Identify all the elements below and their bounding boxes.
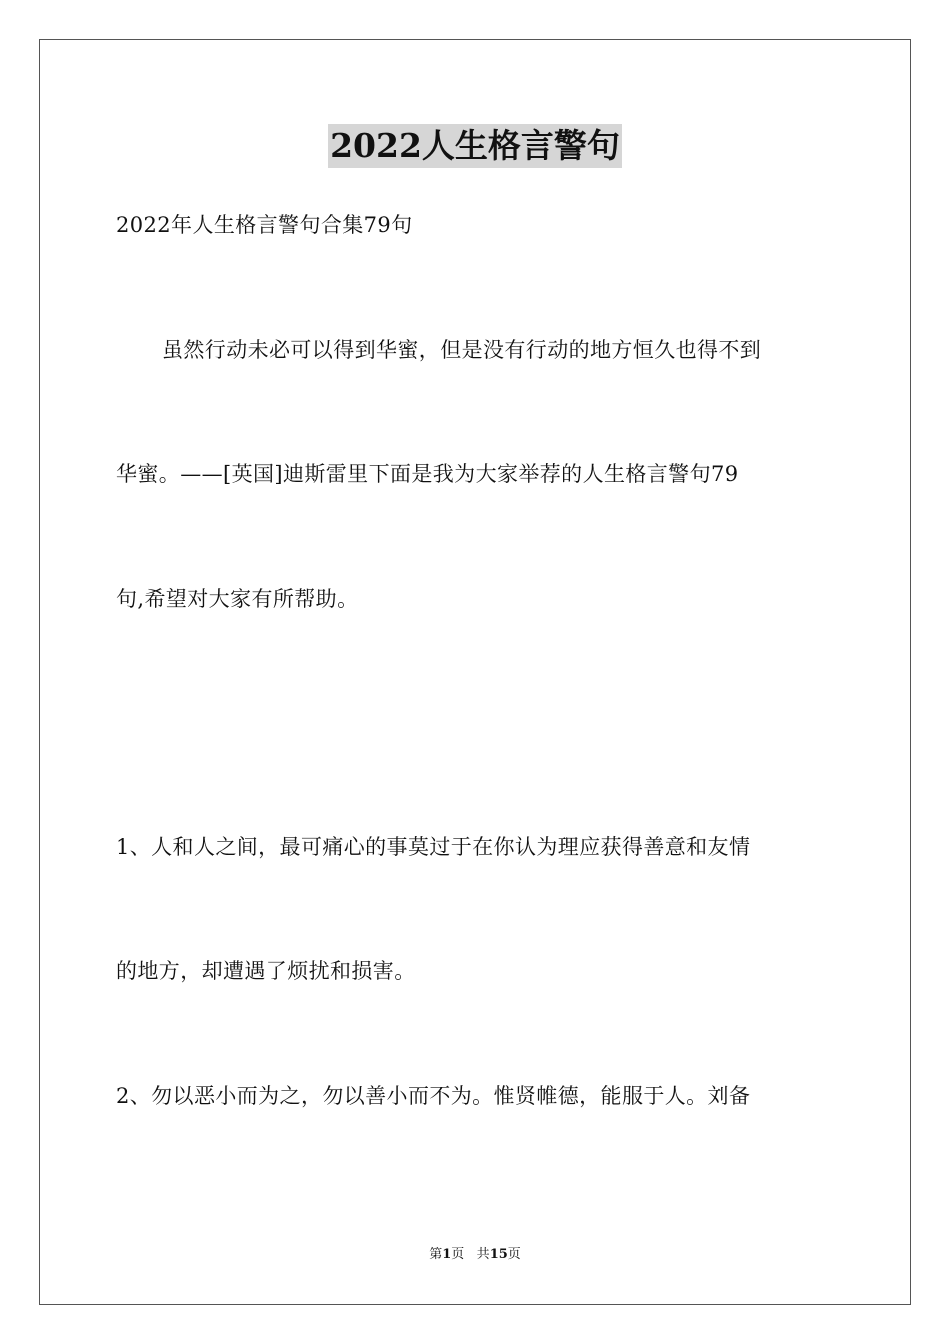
document-title: 2022人生格言警句 bbox=[328, 124, 622, 168]
document-subtitle: 2022年人生格言警句合集79句 bbox=[116, 213, 413, 237]
title-container bbox=[0, 124, 950, 168]
page-current: 1 bbox=[442, 1247, 452, 1262]
quote-item-1-line: 的地方，却遭遇了烦扰和损害。 bbox=[116, 959, 416, 983]
page-suffix: 页 bbox=[451, 1247, 465, 1262]
page-footer bbox=[0, 1246, 950, 1264]
paragraph-line: 华蜜。——[英国]迪斯雷里下面是我为大家举荐的人生格言警句79 bbox=[116, 462, 739, 486]
paragraph-line: 虽然行动未必可以得到华蜜，但是没有行动的地方恒久也得不到 bbox=[162, 338, 762, 362]
page-total: 15 bbox=[489, 1247, 508, 1262]
total-suffix: 页 bbox=[507, 1247, 521, 1262]
quote-item-2-line: 2、勿以恶小而为之，勿以善小而不为。惟贤帷德，能服于人。刘备 bbox=[116, 1084, 751, 1108]
total-prefix: 共 bbox=[476, 1247, 490, 1262]
page-prefix: 第 bbox=[429, 1247, 443, 1262]
paragraph-line: 句,希望对大家有所帮助。 bbox=[116, 587, 359, 611]
quote-item-1-line: 1、人和人之间，最可痛心的事莫过于在你认为理应获得善意和友情 bbox=[116, 835, 751, 859]
